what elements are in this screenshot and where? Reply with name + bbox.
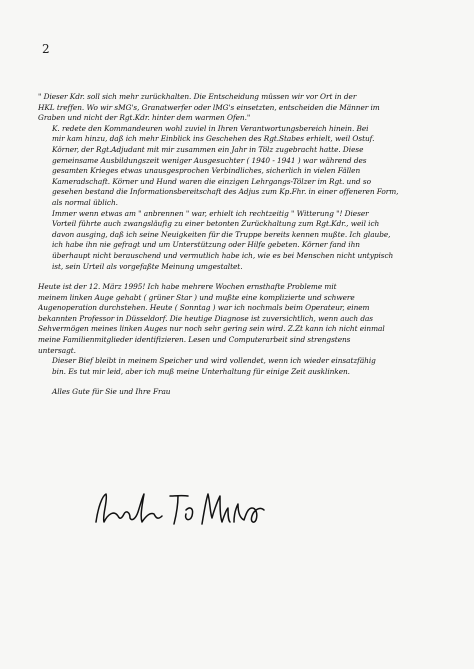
text-line: K. redete den Kommandeuren wohl zuviel in Ihren Verantwortungsbereich hinein. Bei [52,123,369,133]
text-line: ich habe ihn nie gefragt und um Unterstützung oder Hilfe gebeten. Körner fand ihn [52,240,360,250]
text-line: bekannten Professor in Düsseldorf. Die heutige Diagnose ist zuversichtlich, wenn auch das [38,313,374,323]
text-line: Immer wenn etwas am " anbrennen " war, erhielt ich rechtzeitig " Witterung "! Dieser [52,208,369,218]
letter-paragraph [38,124,440,209]
page-number: 2 [42,42,50,56]
text-line: mir kam hinzu, daß ich mehr Einblick ins Geschehen des Rgt.Stabes erhielt, weil Ostuf. [52,134,375,144]
text-line: ist, sein Urteil als vorgefaßte Meinung umgestaltet. [52,261,243,271]
text-line: Augenoperation durchstehen. Heute ( Sonntag ) war ich nochmals beim Operateur, einem [38,303,370,313]
text-line: Dieser Bief bleibt in meinem Speicher und wird vollendet, wenn ich wieder einsatzfähig [52,356,376,366]
letter-body [38,92,440,398]
letter-paragraph [38,92,440,124]
letter-paragraph [38,209,440,273]
text-line: HKL treffen. Wo wir sMG's, Granatwerfer oder lMG's einsetzten, entscheiden die Männer im [38,102,380,112]
text-line: gesehen bestand die Informationsbereitschaft des Adjus zum Kp.Fhr. in einer offeneren Form, [52,187,399,197]
letter-paragraph [38,387,440,398]
text-line: Heute ist der 12. März 1995! Ich habe mehrere Wochen ernsthafte Probleme mit [38,282,337,292]
text-line: Körner, der Rgt.Adjudant mit mir zusammen ein Jahr in Tölz zugebracht hatte. Diese [52,144,364,154]
letter-paragraph [38,282,440,356]
text-line: Alles Gute für Sie und Ihre Frau [52,387,171,397]
text-line: davon ausging, daß ich seine Neuigkeiten für die Truppe bereits kennen mußte. Ich glaube, [52,229,391,239]
text-line: Vorteil führte auch zwangsläufig zu einer betonten Zurückhaltung zum Rgt.Kdr., weil ich [52,219,380,229]
text-line: bin. Es tut mir leid, aber ich muß meine Unterhaltung für einige Zeit ausklinken. [52,366,350,376]
text-line: Kameradschaft. Körner und Hund waren die einzigen Lehrgangs-Tölzer im Rgt. und so [52,176,371,186]
text-line: als normal üblich. [52,197,118,207]
text-line: " Dieser Kdr. soll sich mehr zurückhalten. Die Entscheidung müssen wir vor Ort in der [38,92,357,101]
letter-paragraph [38,356,440,377]
text-line: meine Familienmitglieder identifizieren. Lesen und Computerarbeit sind strengstens [38,335,351,345]
text-line: gemeinsame Ausbildungszeit weniger Ausgesuchter ( 1940 - 1941 ) war während des [52,155,367,165]
text-line: Sehvermögen meines linken Auges nur noch sehr gering sein wird. Z.Zt kann ich nicht einmal [38,324,385,334]
text-line: überhaupt nicht berauschend und vermutlich habe ich, wie es bei Menschen nicht untypisch [52,250,394,260]
text-line: meinem linken Auge gehabt ( grüner Star ) und mußte eine komplizierte und schwere [38,292,355,302]
handwritten-signature [92,488,272,530]
text-line: untersagt. [38,345,76,355]
text-line: Graben und nicht der Rgt.Kdr. hinter dem warmen Ofen." [38,113,251,123]
text-line: gesamten Krieges etwas unausgesprochen Verbindliches, sicherlich in vielen Fällen [52,166,361,176]
